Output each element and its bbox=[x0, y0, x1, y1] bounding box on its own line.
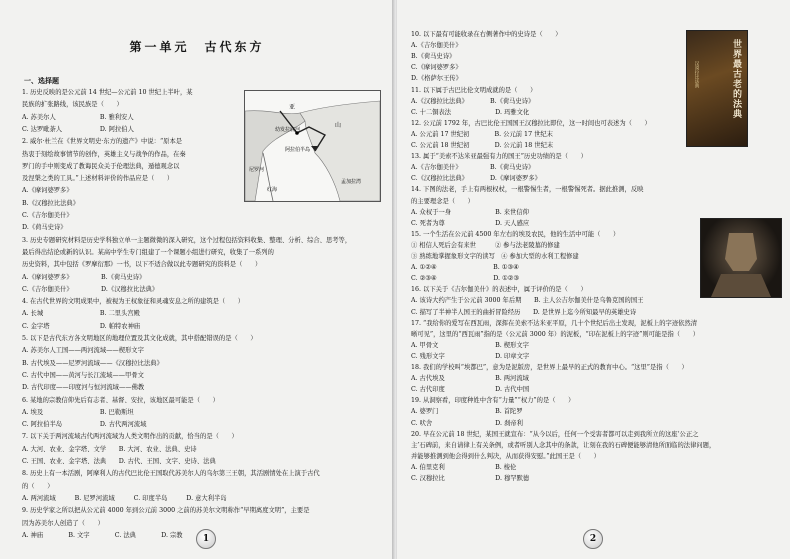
text-line: C. 王国、农业、金字塔、法典 D. 古代、王国、文字、史诗、法典 bbox=[22, 458, 216, 465]
text-line: ③ 熟练地掌握象形文字的读写 ④ 参加大型的水利工程修建 bbox=[411, 253, 579, 260]
map-label-1: 幼发拉底河 bbox=[275, 127, 301, 133]
text-line: B.《汉穆拉比法典》 bbox=[22, 199, 80, 207]
text-line: C. ②③④ D. ①②③ bbox=[411, 275, 519, 283]
text-line: C.《汉穆拉比法典》 D.《摩诃婆罗多》 bbox=[411, 175, 541, 183]
text-line: A. 长城 B. 二里头宫殿 bbox=[22, 310, 140, 318]
map-label-3: 阿拉伯半岛 bbox=[285, 147, 311, 153]
text-line: C. 古代印度 D. 古代中国 bbox=[411, 386, 530, 394]
text-line: C.《吉尔伽美什》 bbox=[22, 212, 73, 219]
text-line: A.《摩诃婆罗多》 bbox=[22, 187, 73, 195]
text-line: A. 古代埃及 B. 两河流域 bbox=[411, 375, 529, 383]
left-page bbox=[0, 0, 394, 559]
text-line: C. 达罗毗荼人 D. 阿拉伯人 bbox=[22, 125, 134, 133]
text-line: A.《摩诃婆罗多》 B.《荷马史诗》 bbox=[22, 273, 146, 281]
text-line: C. 残形文字 D. 印章文字 bbox=[411, 352, 530, 360]
text-line: 热衷于刻绘故事情节的创作，英雄主义与战争的作品，在秦 bbox=[22, 150, 186, 158]
map-figure bbox=[244, 90, 381, 202]
map-label-4: 尼罗河 bbox=[249, 167, 265, 173]
text-line: A.《吉尔伽美什》 B.《荷马史诗》 bbox=[411, 164, 535, 172]
text-line: 及涅槃之类的工具。”上述材料评价的作品应是（ ） bbox=[22, 175, 174, 183]
text-line: 的主要理念是（ ） bbox=[411, 197, 474, 205]
text-line: 17. “我给你的爱写在西瓦雨，深挥在美索不达米亚平原，几十个世纪后出土发现，泥板上的字迹依然清 bbox=[411, 319, 698, 327]
text-line: A. 苏美尔人 B. 雅利安人 bbox=[22, 113, 134, 121]
text-line: C.《摩诃婆罗多》 bbox=[411, 64, 462, 72]
text-line: A. 甲骨文 B. 楔形文字 bbox=[411, 341, 529, 349]
text-line: C. 死者为尊 D. 天人感应 bbox=[411, 219, 530, 227]
text-line: A. 大河、农业、金字塔、文学 B. 大河、农业、法典、史诗 bbox=[22, 445, 197, 453]
text-line: A. 婆罗门 B. 首陀罗 bbox=[411, 408, 523, 416]
map-label-2: 山 bbox=[335, 122, 342, 129]
text-line: C. 古代中国——黄河与长江流域——甲骨文 bbox=[22, 371, 144, 379]
text-line: 因为苏美尔人创造了（ ） bbox=[22, 519, 104, 527]
text-line: 15. 一个生活在公元前 4500 年左右的埃及农民，他的生活中可能（ ） bbox=[411, 230, 620, 238]
text-line: C. 吠舍 D. 刹帝利 bbox=[411, 419, 523, 427]
text-line: ① 相信人死后会有来世 ② 参与法老陵墓的修建 bbox=[411, 241, 560, 249]
text-line: D.《格萨尔王传》 bbox=[411, 75, 462, 83]
text-line: A. 该诗大约产生于公元前 3000 年后期 B. 主人公吉尔伽美什是乌鲁克国的国王 bbox=[411, 297, 644, 305]
text-line: A. 埃及 B. 巴勒斯坦 bbox=[22, 408, 134, 416]
text-line: 8. 历史上有一本活剧，阿摩利人的古代巴比伦王国取代苏美尔人的乌尔第三王朝，其活剧情处在上演于古代 bbox=[22, 470, 320, 478]
page-number-left: 1 bbox=[196, 529, 216, 549]
text-line: 罗门的手中则变成了教诲民众关于伦理法典，遁德观念以 bbox=[22, 162, 180, 170]
text-line: C. 阿拉伯半岛 D. 古代两河流域 bbox=[22, 421, 147, 429]
text-line: 6. 某地的宗教信仰先后有志者、基督、安拉，该地区最可能是（ ） bbox=[22, 396, 219, 404]
text-line: C. 公元前 18 世纪初 D. 公元前 18 世纪末 bbox=[411, 142, 554, 149]
pharaoh-statue-image bbox=[700, 218, 782, 298]
map-drawing bbox=[245, 91, 380, 201]
text-line: 历史资料，其中包括《罗摩衍那》一书，以下不适合做以此专题研究的资料是（ ） bbox=[22, 261, 262, 269]
land-east bbox=[300, 101, 380, 201]
statue-drawing bbox=[701, 219, 781, 297]
text-line: C. 十二铜表法 D. 玛雅文化 bbox=[411, 108, 530, 116]
text-line: 16. 以下关于《吉尔伽美什》的表述中，属于评价的是（ ） bbox=[411, 286, 587, 294]
text-line: B. 古代埃及——尼罗河流域——《汉穆拉比法典》 bbox=[22, 359, 163, 367]
text-line: 19. 从洞察看，印度种姓中含有“力量”“权力”的是（ ） bbox=[411, 397, 575, 405]
text-line: C. 金字塔 D. 帕特农神庙 bbox=[22, 322, 141, 330]
text-line: 20. 早在公元前 18 世纪，某国王就宣布：“从今以后，任何一个受害者都可以走到我所立的这座‘公正之 bbox=[411, 430, 699, 438]
map-label-6: 孟加拉湾 bbox=[341, 179, 362, 185]
text-line: 14. 下图的法老，手上有两根权杖，一根警惕生者，一根警惕死者。据此推测，反映 bbox=[411, 186, 644, 194]
text-line: A. 苏美尔人工国——两河流域——楔形文字 bbox=[22, 347, 144, 355]
text-line: A.《汉穆拉比法典》 B.《荷马史诗》 bbox=[411, 97, 535, 105]
book-cover-title: 世界最古老的法典 bbox=[731, 39, 741, 119]
text-line: 1. 历史反映的是公元前 14 世纪—公元前 10 世纪上半叶，某 bbox=[22, 89, 193, 96]
text-line: C.《吉尔伽美什》 D.《汉穆拉比法典》 bbox=[22, 285, 159, 293]
book-cover-subtitle: 汉谟拉比法典 bbox=[694, 61, 699, 88]
text-line: A.《吉尔伽美什》 bbox=[411, 42, 462, 50]
text-line: 最后得出结论或新的认识。某高中学生专门组建了一个课题小组进行研究，收集了一系列的 bbox=[22, 248, 274, 256]
text-line: 3. 历史专题研究材料是历史学科独立单一主题微微的深入研究，这个过程包括资料收集、整理、分析、综合、思考等， bbox=[22, 236, 352, 244]
unit-title: 第一单元 古代东方 bbox=[129, 40, 265, 54]
text-line: B.《荷马史诗》 bbox=[411, 53, 456, 61]
text-line: 4. 在古代世界的文明成果中，被视为王权象征和灵魂安息之所的建筑是（ ） bbox=[22, 298, 245, 306]
book-cover-image bbox=[686, 30, 748, 147]
text-line: A. 神庙 B. 文字 C. 法典 D. 宗教 bbox=[22, 531, 183, 539]
statue-head bbox=[725, 233, 757, 271]
text-line: A. ①②④ B. ①③④ bbox=[411, 264, 519, 272]
text-line: 10. 以下最有可能收录在右侧著作中的史诗是（ ） bbox=[411, 31, 562, 38]
text-line: D.《荷马史诗》 bbox=[22, 224, 67, 232]
text-line: 9. 历史学家之所以把从公元前 4000 年到公元前 3000 之前的苏美尔文明称作“早期离度文明”，主要是 bbox=[22, 507, 310, 515]
text-line: 18. 我们的学校叫“埃都巴”，意为是泥版房，是世界上最早的正式的教育中心。“这里”是指（ ） bbox=[411, 364, 688, 371]
text-line: D. 古代印度——印度河与恒河流域——佛教 bbox=[22, 384, 145, 392]
text-line: A. 众权于一身 B. 来世信仰 bbox=[411, 208, 529, 216]
text-line: 民族的扩张路线，该民族是（ ） bbox=[22, 101, 123, 109]
map-label-5: 红海 bbox=[267, 187, 278, 193]
river-line bbox=[263, 153, 273, 201]
text-line: 12. 公元前 1792 年，古巴比伦王国国王汉穆拉比即位，这一时间也可表述为（ ） bbox=[411, 119, 651, 127]
text-line: 13. 属于“美索不达米亚最强有力的国王”历史功绩的是（ ） bbox=[411, 153, 587, 161]
text-line: A. 两河流域 B. 尼罗河流域 C. 印度半岛 D. 意大利半岛 bbox=[22, 494, 227, 502]
text-line: A. 公元前 17 世纪初 B. 公元前 17 世纪末 bbox=[411, 130, 553, 138]
text-line: A. 伯里克利 B. 梭伦 bbox=[411, 463, 517, 471]
text-line: 的（ ） bbox=[22, 482, 54, 490]
text-line: C. 汉穆拉比 D. 穆罕默德 bbox=[411, 475, 530, 482]
map-label-0: 亚 bbox=[289, 104, 296, 111]
text-line: 2. 威尔·杜兰在《世界文明史·东方的遗产》中说：“原本是 bbox=[22, 138, 183, 146]
text-line: 并能够推测到他会得到什么判决，从而获得安慰。”此国王是（ ） bbox=[411, 452, 600, 460]
text-line: 主’石碑前，来自请律上有关条例，或者听别人念其中的条款，让刻在我的石碑便能够清他所面临的法律问题， bbox=[411, 441, 716, 449]
section-heading: 一、选择题 bbox=[24, 76, 59, 85]
text-line: 晰可见”，这里的“西瓦雨”指的是（公元前 3000 年）的泥板，“印在泥板上的字迹”则可能是指（ ） bbox=[411, 330, 699, 338]
text-line: C. 描写了半神半人国王的曲折冒险经历 D. 是世界上迄今所知最早的英雄史诗 bbox=[411, 308, 637, 316]
text-line: 7. 以下关于两河流域古代两河流域为人类文明作出的贡献，恰当的是（ ） bbox=[22, 433, 238, 441]
text-line: 11. 以下属于古巴比伦文明成就的是（ ） bbox=[411, 86, 537, 94]
page-number-right: 2 bbox=[583, 529, 603, 549]
statue-body bbox=[711, 274, 771, 297]
text-line: 5. 以下是古代东方各文明地区的地理位置及其文化成就，其中搭配错误的是（ ） bbox=[22, 335, 257, 342]
